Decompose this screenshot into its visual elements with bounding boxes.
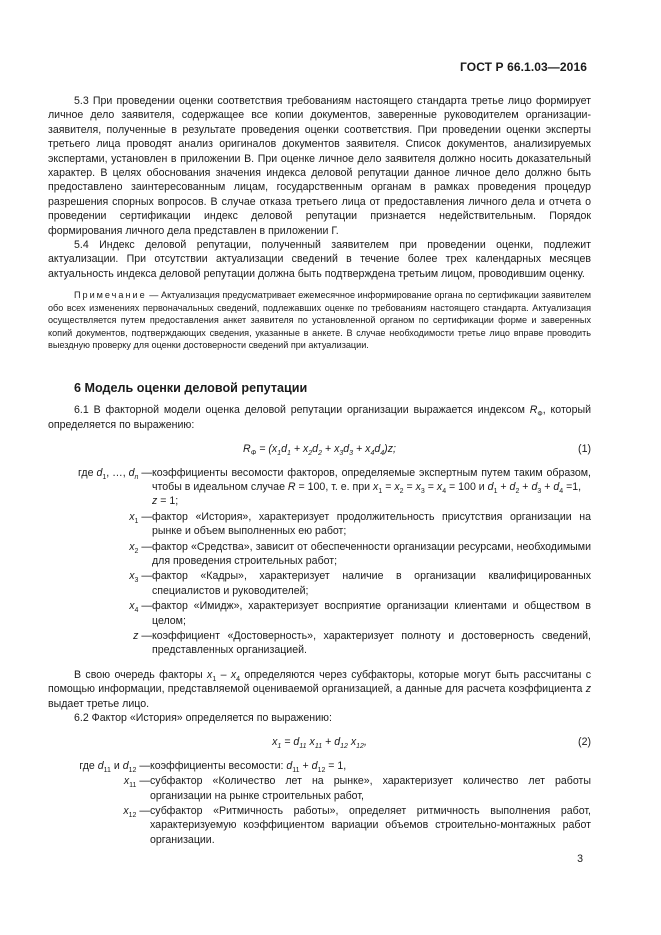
definition-x1: $x_1$ — фактор «История», характеризует продолжительность присутствия организации на рынке и объем выполненных ею работ; — [129, 510, 591, 538]
definition-x3: $x_3$ — фактор «Кадры», характеризует наличие в организации квалифицированных специалистов и руководителей; — [129, 570, 591, 597]
definition-z: z — коэффициент «Достоверность», характеризует полноту и достоверность сведений, представленных организацией. — [133, 630, 591, 657]
paragraph-5-4: 5.4 Индекс деловой репутации, полученный заявителем при проведении оценки, подлежит актуализации. При отсутствии актуализации сведений в течение более трех календарных месяцев актуальность индекса деловой репутации должна быть подтверждена третьим лицом, проводившим оценку. — [48, 239, 591, 280]
definition-x2: $x_2$ — фактор «Средства», зависит от обеспеченности организации ресурсами, необходимыми для проведения строительных работ; — [129, 540, 591, 567]
page-number: 3 — [577, 853, 583, 865]
definitions-2 — [48, 759, 591, 847]
paragraph-subfactors: В свою очередь факторы $x_1 - x_4$ определяются через субфакторы, которые могут быть рассчитаны с помощью информации, представляемой оцениваемой организацией, а данные для расчета коэффициента z выдает третье лицо. — [48, 668, 591, 710]
definition-x12: $x_{12}$ — субфактор «Ритмичность работы», определяет ритмичность выполнения работ, характеризуемую коэффициентом вариации объемов строительно-монтажных работ организации. — [123, 805, 591, 846]
definition-x4: $x_4$ — фактор «Имидж», характеризует восприятие организации клиентами и обществом в целом; — [129, 600, 591, 627]
formula-2-number: (2) — [578, 736, 591, 749]
standard-header: ГОСТ Р 66.1.03—2016 — [460, 60, 587, 74]
note-paragraph — [48, 289, 591, 351]
formula-1 — [48, 442, 591, 456]
note-label: Примечание — [74, 290, 147, 301]
page-content — [48, 94, 591, 848]
section-6-heading: 6 Модель оценки деловой репутации — [74, 381, 308, 396]
paragraph-6-2: 6.2 Фактор «История» определяется по выражению: — [74, 712, 332, 725]
formula-2 — [48, 735, 591, 749]
paragraph-5-3: 5.3 При проведении оценки соответствия требованиям настоящего стандарта третье лицо формирует личное дело заявителя, содержащее все копии документов, заверенные руководителем организации-заявителя, полученные в результате проведения оценки соответствия. При проведении оценки эксперты третьего лица проводят анализ оригиналов документов заявителя. Список документов, анализируемых экспертами, установлен в приложении В. При оценке личное дело заявителя должно носить доказательный характер. В целях обоснования значения индекса деловой репутации данное личное дело должно быть предоставлено заинтересованным лицам, государственным органам в рамках проведения процедур разрешения спорных вопросов. В случае отказа третьего лица от предоставления личного дела и отчета о проведении сертификации индекс деловой репутации признается недействительным. Порядок формирования личного дела представлен в приложении Г. — [48, 95, 591, 237]
note-text: — Актуализация предусматривает ежемесячное информирование органа по сертификации заявителем обо всех изменениях первоначальных сведений, подлежавших оценке по требованиям настоящего стандарта. Актуализация осуществляется путем предоставления анкет заявителя по установленной органом по сертификации форме и заверенных копий документов, подтверждающих сведения, указанные в анкете. В случае необходимости третье лицо вправе проводить выездную проверку для оценки достоверности сведений при актуализации. — [48, 290, 591, 350]
definition-x11: $x_{11}$ — субфактор «Количество лет на рынке», характеризует количество лет работы организации на рынке строительных работ, — [123, 775, 591, 802]
paragraph-6-1: 6.1 В факторной модели оценка деловой репутации организации выражается индексом $R_Ф$, который определяется по выражению: — [48, 404, 591, 431]
definition-d: где $d_1$, …, $d_n$ — коэффициенты весомости факторов, определяемые экспертным путем таким образом, чтобы в идеальном случае R = 100, т. е. при $x_1 = x_2 = x_3 = x_4 = 100$ и $d_1 + d_2 + d_3 + d_4 =1$, z = 1; — [78, 466, 591, 508]
definition-d11: где $d_{11}$ и $d_{12}$ — коэффициенты весомости: $d_{11} + d_{12} = 1$, — [79, 759, 347, 774]
formula-1-number: (1) — [578, 443, 591, 456]
formula-1-body: $R_Ф = (x_1d_1 + x_2d_2 + x_3d_3 + x_4d_4)z$; — [243, 443, 396, 458]
formula-2-body: $x_1 = d_{11}$ $x_{11} + d_{12}$ $x_{12}$, — [272, 736, 367, 751]
definitions-1 — [48, 466, 591, 658]
